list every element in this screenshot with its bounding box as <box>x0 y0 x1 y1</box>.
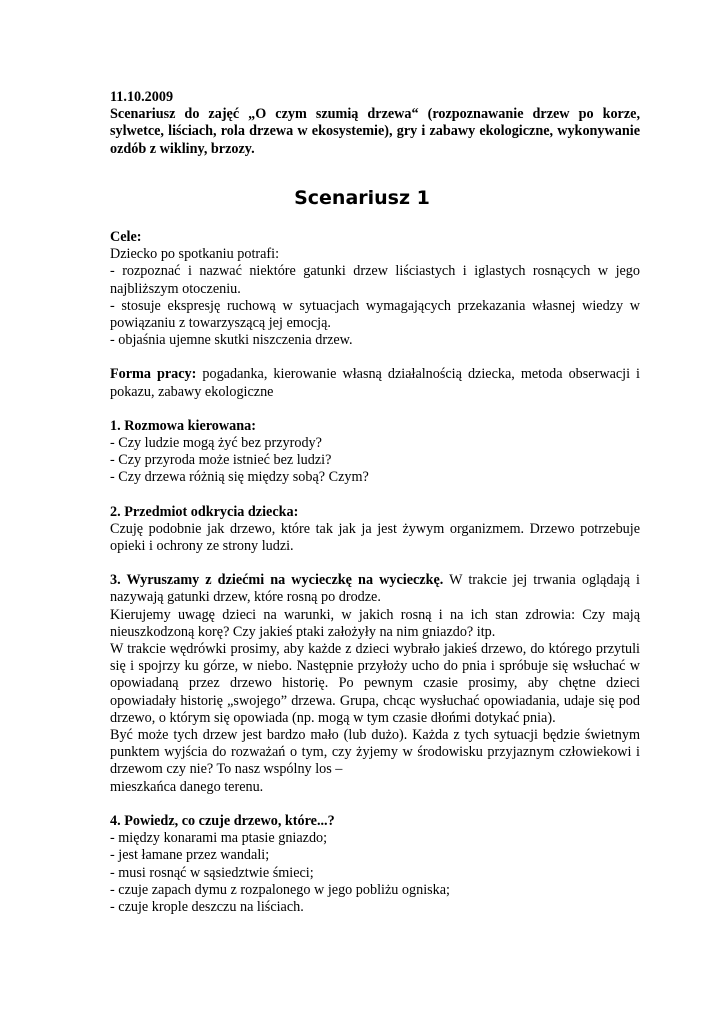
question-item: - Czy ludzie mogą żyć bez przyrody? <box>110 435 322 452</box>
section-2-heading: 2. Przedmiot odkrycia dziecka: <box>110 503 299 520</box>
document-header <box>110 89 640 158</box>
scenario-description: Scenariusz do zajęć „O czym szumią drzewa“ (rozpoznawanie drzew po korze, sylwetce, liściach, rola drzewa w ekosystemie), gry i zabawy ekologiczne, wykonywanie ozdób z wikliny, brzozy. <box>110 106 640 157</box>
list-item: - jest łamane przez wandali; <box>110 847 270 864</box>
section-1-heading: 1. Rozmowa kierowana: <box>110 417 256 434</box>
list-item: - między konarami ma ptasie gniazdo; <box>110 830 328 847</box>
section-3-lead-paragraph <box>110 572 640 606</box>
question-item: - Czy przyroda może istnieć bez ludzi? <box>110 452 332 469</box>
goal-item: - rozpoznać i nazwać niektóre gatunki drzew liściastych i iglastych rosnących w jego najbliższym otoczeniu. <box>110 263 640 297</box>
date: 11.10.2009 <box>110 89 174 105</box>
section-4-heading: 4. Powiedz, co czuje drzewo, które...? <box>110 812 335 829</box>
section-3-paragraph: Być może tych drzew jest bardzo mało (lub dużo). Każda z tych sytuacji będzie świetnym punktem wyjścia do rozważań o tym, czy żyjemy w środowisku przyjaznym człowiekowi i drzewom czy nie? To nasz wspólny los – <box>110 727 640 778</box>
work-form-text: pogadanka, kierowanie własną działalnością dziecka, metoda obserwacji i pokazu, zabawy ekologiczne <box>110 366 640 400</box>
question-item: - Czy drzewa różnią się między sobą? Czym? <box>110 469 369 486</box>
section-3-paragraph: Kierujemy uwagę dzieci na warunki, w jakich rosną i na ich stan zdrowia: Czy mają nieuszkodzoną korę? Czy jakieś ptaki założyły na nim gniazdo? itp. <box>110 606 640 640</box>
goals-heading: Cele: <box>110 229 142 245</box>
goal-item: - stosuje ekspresję ruchową w sytuacjach wymagających przekazania własnej wiedzy w powiązaniu z towarzyszącą jej emocją. <box>110 297 640 332</box>
section-3-paragraph: mieszkańca danego terenu. <box>110 778 264 795</box>
section-3-paragraph: W trakcie wędrówki prosimy, aby każde z dzieci wybrało jakieś drzewo, do którego przytuli się i spojrzy ku górze, w niebo. Następnie przyłoży ucho do pnia i spróbuje się wsłuchać w opowiadaną przez drzewo historię. Po pewnym czasie prosimy, aby chętne dzieci opowiadały historię „swojego” drzewa. Grupa, chcąc wysłuchać opowiadania, udaje się pod drzewo, o którym się opowiada (np. mogą w tym czasie dłońmi dotykać pnia). <box>110 641 640 726</box>
document-body <box>110 229 640 916</box>
list-item: - musi rosnąć w sąsiedztwie śmieci; <box>110 864 314 881</box>
section-2-text: Czuję podobnie jak drzewo, które tak jak ja jest żywym organizmem. Drzewo potrzebuje opieki i ochrony ze strony ludzi. <box>110 520 640 555</box>
list-item: - czuje zapach dymu z rozpalonego w jego pobliżu ogniska; <box>110 881 450 898</box>
section-3-lead: W trakcie jej trwania oglądają i nazywają gatunki drzew, które rosną po drodze. <box>110 572 640 606</box>
goals-intro: Dziecko po spotkaniu potrafi: <box>110 246 280 263</box>
section-3-heading: 3. Wyruszamy z dziećmi na wycieczkę na wycieczkę. <box>110 572 444 589</box>
goal-item: - objaśnia ujemne skutki niszczenia drzew. <box>110 332 353 349</box>
work-form-paragraph <box>110 366 640 400</box>
work-form-label: Forma pracy: <box>110 366 197 383</box>
list-item: - czuje krople deszczu na liściach. <box>110 898 304 915</box>
page-title: Scenariusz 1 <box>294 187 430 209</box>
